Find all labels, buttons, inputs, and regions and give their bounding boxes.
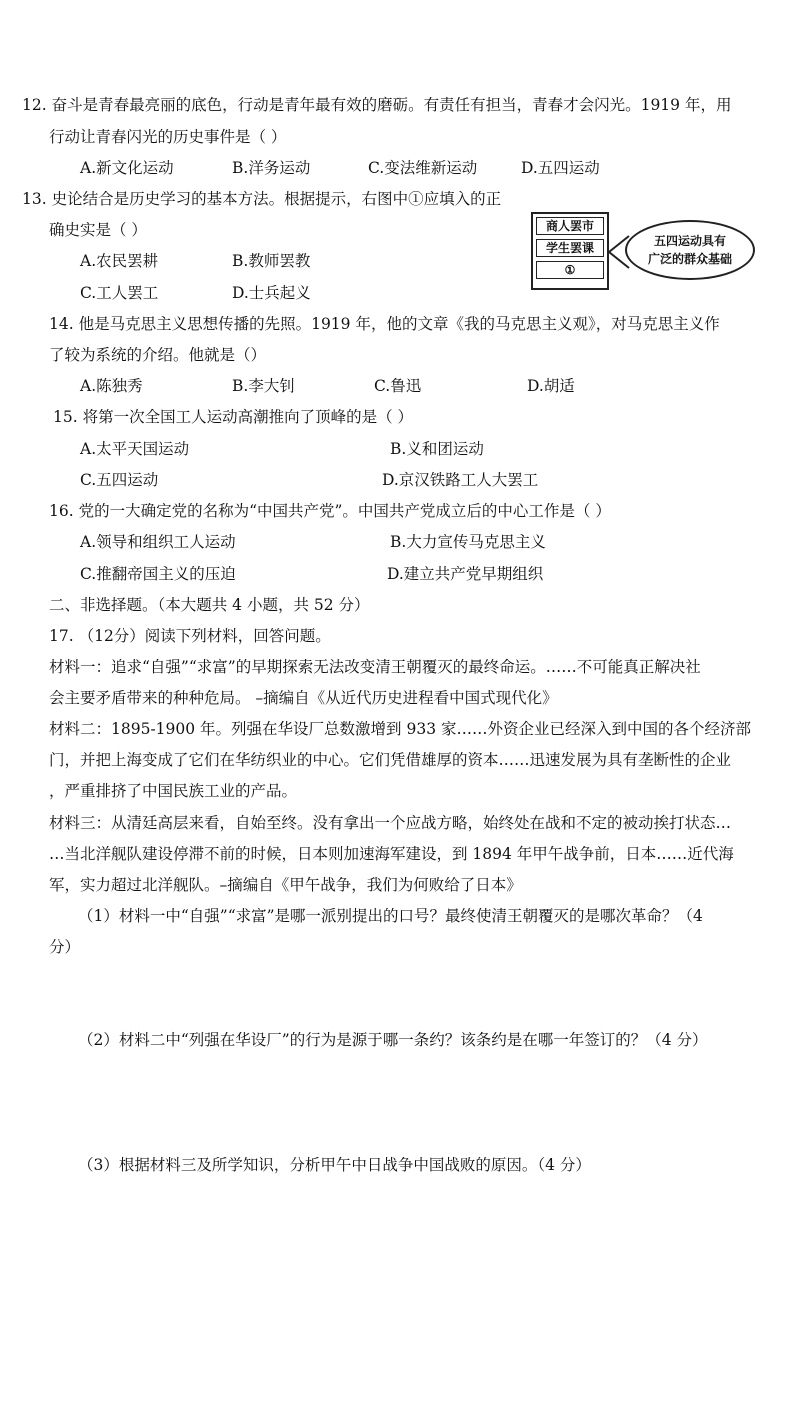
q17-sub1-line2: 分） <box>49 938 81 956</box>
q13-option-a: A.农民罢耕 <box>80 252 159 270</box>
q17-sub3: （3）根据材料三及所学知识，分析甲午中日战争中国战败的原因。（4 分） <box>78 1156 591 1174</box>
diagram-box-blank: ① <box>536 261 604 279</box>
diagram-result-oval <box>625 220 755 280</box>
q15-option-a: A.太平天国运动 <box>80 440 190 458</box>
q14-stem-line2: 了较为系统的介绍。他就是（） <box>49 346 267 364</box>
q16-stem: 16. 党的一大确定党的名称为“中国共产党”。中国共产党成立后的中心工作是（ ） <box>49 502 611 520</box>
q12-option-c: C.变法维新运动 <box>368 159 478 177</box>
q17-intro: 17. （12分）阅读下列材料，回答问题。 <box>49 627 331 645</box>
q17-material2-line2: 门，并把上海变成了它们在华纺织业的中心。它们凭借雄厚的资本……迅速发展为具有垄断性的企业 <box>49 751 732 769</box>
q14-option-b: B.李大钊 <box>232 377 295 395</box>
diagram-box-students: 学生罢课 <box>536 239 604 257</box>
q13-option-b: B.教师罢教 <box>232 252 311 270</box>
q13-option-c: C.工人罢工 <box>80 284 159 302</box>
q12-stem-line1: 12. 奋斗是青春最亮丽的底色，行动是青年最有效的磨砺。有责任有担当，青春才会闪光。1919 年，用 <box>22 96 732 114</box>
q15-option-b: B.义和团运动 <box>390 440 484 458</box>
q14-stem-line1: 14. 他是马克思主义思想传播的先照。1919 年，他的文章《我的马克思主义观》，对马克思主义作 <box>49 315 720 333</box>
q13-diagram <box>531 212 757 292</box>
q17-material2-line3: ，严重排挤了中国民族工业的产品。 <box>49 782 298 800</box>
q17-material1-line1: 材料一：追求“自强”“求富”的早期探索无法改变清王朝覆灭的最终命运。……不可能真正解决社 <box>49 658 701 676</box>
q17-sub1-line1: （1）材料一中“自强”“求富”是哪一派别提出的口号？最终使清王朝覆灭的是哪次革命？（4 <box>78 907 703 925</box>
q17-material1-line2: 会主要矛盾带来的种种危局。 –摘编自《从近代历史进程看中国式现代化》 <box>49 689 558 707</box>
q17-material3-line2: …当北洋舰队建设停滞不前的时候，日本则加速海军建设，到 1894 年甲午战争前，日本……近代海 <box>49 845 734 863</box>
q14-option-d: D.胡适 <box>527 377 575 395</box>
q13-stem-line1: 13. 史论结合是历史学习的基本方法。根据提示，右图中①应填入的正 <box>22 190 502 208</box>
section2-heading: 二、非选择题。（本大题共 4 小题，共 52 分） <box>49 596 370 614</box>
q17-sub2: （2）材料二中“列强在华设厂”的行为是源于哪一条约？该条约是在哪一年签订的？（4 分） <box>78 1031 708 1049</box>
q17-material2-line1: 材料二：1895-1900 年。列强在华设厂总数激增到 933 家……外资企业已经深入到中国的各个经济部 <box>49 720 751 738</box>
q14-option-a: A.陈独秀 <box>80 377 143 395</box>
q13-option-d: D.士兵起义 <box>232 284 311 302</box>
q16-option-c: C.推翻帝国主义的压迫 <box>80 565 236 583</box>
q17-material3-line1: 材料三：从清廷高层来看，自始至终。没有拿出一个应战方略，始终处在战和不定的被动挨打状态… <box>49 814 732 832</box>
q14-option-c: C.鲁迅 <box>374 377 422 395</box>
q15-option-d: D.京汉铁路工人大罢工 <box>382 471 539 489</box>
q15-stem: 15. 将第一次全国工人运动高潮推向了顶峰的是（ ） <box>53 408 414 426</box>
q16-option-b: B.大力宣传马克思主义 <box>390 533 546 551</box>
q13-stem-line2: 确史实是（ ） <box>49 221 147 239</box>
diagram-result-line1: 五四运动具有 <box>653 234 726 248</box>
diagram-box-stack <box>531 212 609 290</box>
q12-stem-line2: 行动让青春闪光的历史事件是（ ） <box>49 128 287 146</box>
q12-option-b: B.洋务运动 <box>232 159 311 177</box>
q16-option-a: A.领导和组织工人运动 <box>80 533 236 551</box>
q16-option-d: D.建立共产党早期组织 <box>387 565 544 583</box>
q12-option-a: A.新文化运动 <box>80 159 174 177</box>
diagram-result-line2: 广泛的群众基础 <box>647 252 732 266</box>
q17-material3-line3: 军，实力超过北洋舰队。–摘编自《甲午战争，我们为何败给了日本》 <box>49 876 522 894</box>
q12-option-d: D.五四运动 <box>521 159 600 177</box>
q15-option-c: C.五四运动 <box>80 471 159 489</box>
diagram-box-merchants: 商人罢市 <box>536 217 604 235</box>
